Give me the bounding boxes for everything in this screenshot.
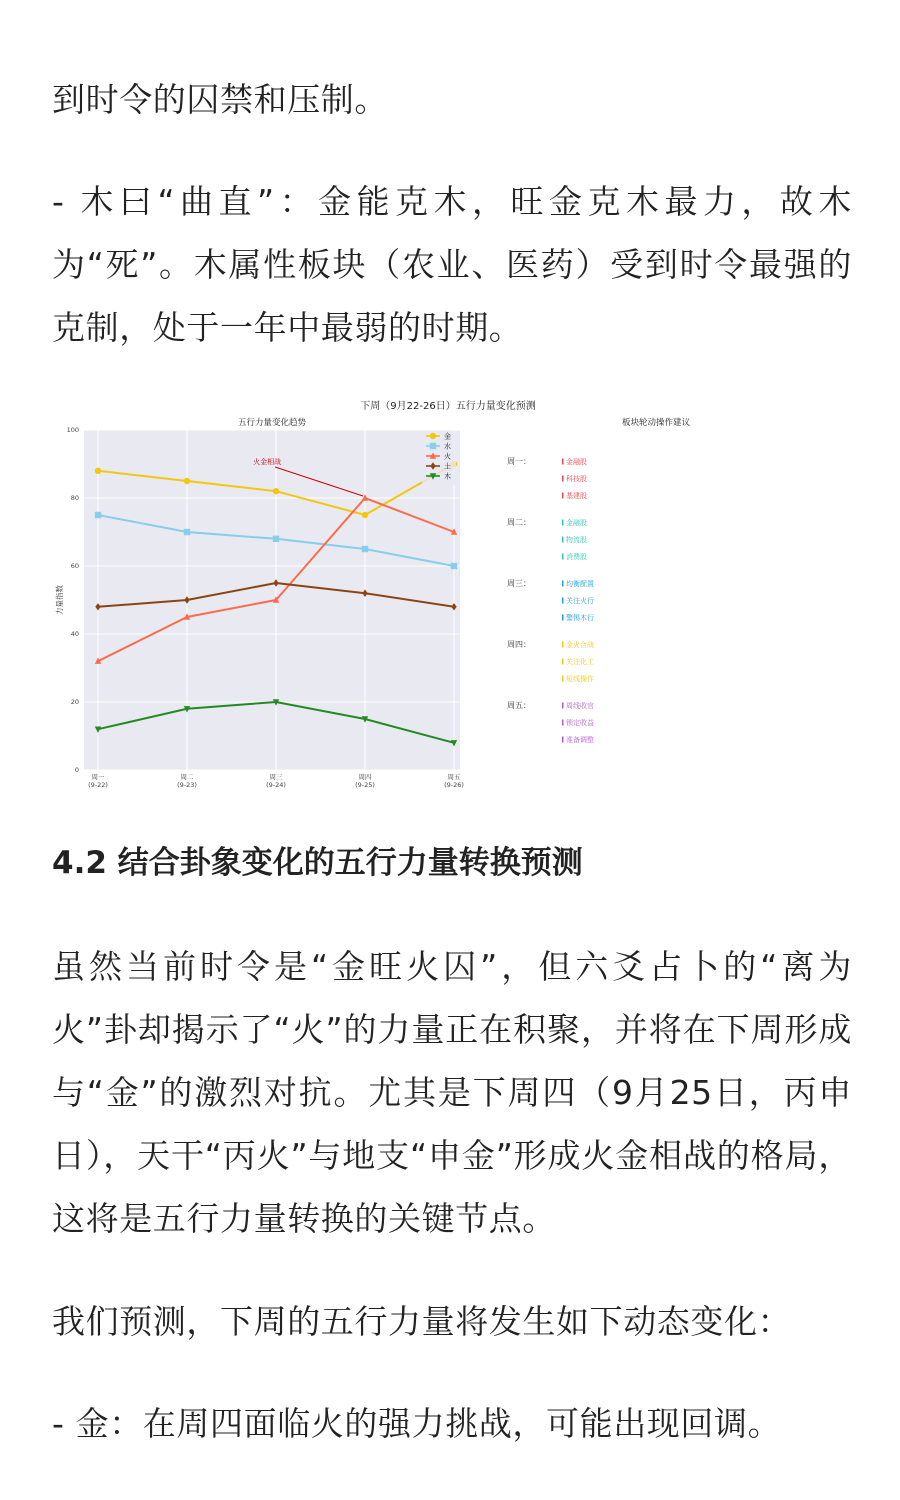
y-tick-label: 100 — [66, 426, 79, 434]
advice-bullet — [562, 598, 564, 604]
legend-label: 木 — [444, 472, 451, 481]
advice-bullet — [562, 703, 564, 709]
data-point-水 — [362, 546, 368, 552]
legend-marker — [430, 443, 436, 449]
advice-bullet — [562, 476, 564, 482]
paragraph-1: 到时令的囚禁和压制。 — [52, 80, 388, 119]
y-tick-label: 80 — [70, 494, 79, 502]
advice-item: 关注火行 — [566, 597, 594, 605]
advice-item: 均衡配置 — [566, 580, 594, 588]
advice-day: 周四： — [507, 640, 531, 649]
advice-item: 警惕木行 — [566, 614, 594, 622]
advice-item: 短线操作 — [566, 675, 594, 683]
data-point-金 — [184, 478, 190, 484]
advice-bullet — [562, 554, 564, 560]
advice-bullet — [562, 676, 564, 682]
y-axis-label: 力量指数 — [55, 585, 64, 615]
x-tick-label: 周三(9-24) — [266, 773, 286, 789]
y-tick-label: 60 — [70, 562, 79, 570]
advice-bullet — [562, 520, 564, 526]
advice-item: 金融股 — [566, 458, 587, 466]
x-tick-label: 周二(9-23) — [177, 773, 197, 789]
section-heading: 4.2 结合卦象变化的五行力量转换预测 — [52, 845, 583, 881]
advice-panel — [507, 457, 594, 744]
advice-item: 准备调整 — [566, 736, 594, 744]
advice-day: 周一： — [507, 457, 531, 466]
paragraph-fire-metal: 虽然当前时令是“金旺火囚”，但六爻占卜的“离为火”卦却揭示了“火”的力量正在积聚，并将在下周形成与“金”的激烈对抗。尤其是下周四（9月25日，丙申日），天干“丙火”与地支“申金”形成火金相战的格局，这将是五行力量转换的关键节点。 — [52, 947, 852, 1238]
advice-bullet — [562, 720, 564, 726]
advice-bullet — [562, 642, 564, 648]
x-tick-label: 周五(9-26) — [444, 773, 464, 789]
advice-bullet — [562, 459, 564, 465]
advice-item: 周线收官 — [566, 702, 594, 710]
x-tick-label: 周一(9-22) — [88, 773, 108, 789]
y-tick-label: 0 — [74, 766, 79, 774]
advice-day: 周二： — [507, 518, 531, 527]
advice-bullet — [562, 659, 564, 665]
advice-item: 消费股 — [566, 553, 587, 561]
data-point-金 — [95, 468, 101, 474]
advice-title: 板块轮动操作建议 — [621, 418, 691, 428]
advice-day: 周三： — [507, 579, 531, 588]
paragraph-metal: - 金：在周四面临火的强力挑战，可能出现回调。 — [52, 1404, 782, 1443]
plot-area — [54, 426, 464, 789]
legend-label: 土 — [444, 462, 451, 471]
legend-marker — [430, 433, 436, 439]
data-point-水 — [451, 563, 457, 569]
data-point-金 — [273, 488, 279, 494]
advice-item: 金火合战 — [566, 641, 594, 649]
chart-subtitle: 五行力量变化趋势 — [237, 418, 307, 428]
y-tick-label: 20 — [70, 698, 79, 706]
advice-item: 科技股 — [566, 475, 587, 483]
legend-label: 火 — [444, 452, 451, 461]
legend-label: 金 — [444, 432, 451, 441]
data-point-水 — [95, 512, 101, 518]
advice-item: 锁定收益 — [566, 719, 594, 727]
advice-item: 关注化工 — [566, 658, 594, 666]
legend-label: 水 — [444, 442, 451, 451]
advice-item: 物流股 — [566, 536, 587, 544]
y-tick-label: 40 — [70, 630, 79, 638]
advice-bullet — [562, 493, 564, 499]
data-point-金 — [362, 512, 368, 518]
data-point-水 — [273, 536, 279, 542]
annotation-label: 火金相战 — [253, 458, 282, 466]
wuxing-line-chart — [52, 392, 850, 797]
advice-bullet — [562, 615, 564, 621]
forecast-figure — [52, 392, 850, 797]
advice-item: 基建股 — [566, 492, 587, 500]
paragraph-forecast: 我们预测，下周的五行力量将发生如下动态变化： — [52, 1302, 792, 1341]
advice-item: 金融股 — [566, 519, 587, 527]
x-tick-label: 周四(9-25) — [355, 773, 375, 789]
figure-title: 下周（9月22-26日）五行力量变化预测 — [360, 401, 536, 412]
advice-bullet — [562, 581, 564, 587]
advice-day: 周五： — [507, 701, 531, 710]
data-point-水 — [184, 529, 190, 535]
advice-bullet — [562, 537, 564, 543]
paragraph-wood: - 木曰“曲直”：金能克木，旺金克木最力，故木为“死”。木属性板块（农业、医药）受到时令最强的克制，处于一年中最弱的时期。 — [52, 182, 852, 347]
advice-bullet — [562, 737, 564, 743]
